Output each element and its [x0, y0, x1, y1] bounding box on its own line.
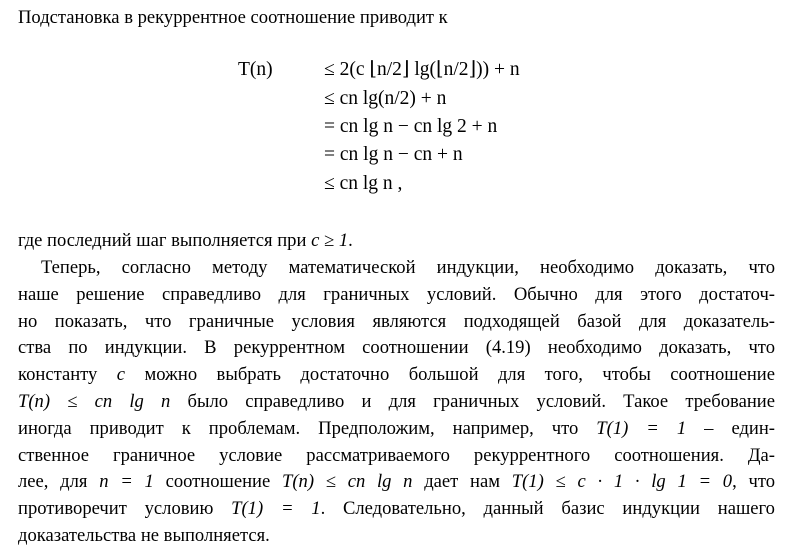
text-run: . Следовательно, данный базис индукции нашего — [320, 498, 775, 520]
paragraph-line — [41, 257, 775, 279]
paragraph-line — [18, 498, 775, 520]
text-run: лее, для — [18, 471, 100, 493]
text-run: Подстановка в рекуррентное соотношение приводит к — [18, 7, 448, 28]
math-inline: T(1) ≤ c · 1 · lg 1 = 0 — [511, 471, 733, 493]
text-run: Теперь, согласно методу математической индукции, необходимо доказать, что — [41, 257, 775, 278]
math-inline: T(1) = 1 — [231, 498, 321, 520]
paragraph-line — [18, 284, 775, 306]
math-inline: n = 1 — [99, 471, 154, 493]
equation-row: = cn lg n − cn + n — [324, 144, 463, 165]
text-run: противоречит условию — [18, 498, 232, 520]
text-run: доказательства не выполняется. — [18, 525, 270, 546]
math-inline: T(n) ≤ cn lg n — [18, 391, 171, 412]
equation-row: ≤ 2(c ⌊n/2⌋ lg(⌊n/2⌋)) + n — [324, 59, 520, 80]
text-run: , что — [732, 471, 775, 493]
paragraph-line — [18, 471, 775, 493]
text-run: дает нам — [412, 471, 512, 493]
text-run: константу — [18, 364, 117, 386]
equation-row: ≤ cn lg n , — [324, 173, 403, 194]
paragraph-line — [18, 445, 775, 467]
text-run: наше решение справедливо для граничных условий. Обычно для этого достаточ- — [18, 283, 775, 305]
text-run: – един- — [686, 417, 775, 439]
paragraph-line — [18, 391, 775, 413]
text-run: но показать, что граничные условия являются подходящей базой для доказатель- — [18, 310, 775, 332]
paragraph-line — [18, 337, 775, 359]
paragraph-line — [18, 364, 775, 386]
text-run: было справедливо и для граничных условий. Такое требование — [170, 391, 775, 412]
math-inline: T(n) ≤ cn lg n — [282, 471, 413, 493]
text-run: где последний шаг выполняется при — [18, 230, 312, 251]
paragraph-line — [18, 418, 775, 440]
paragraph-line — [18, 311, 775, 333]
text-run: соотношение — [153, 471, 282, 493]
equation-lhs: T(n) — [238, 59, 273, 80]
text-run: ственное граничное условие рассматриваемого рекуррентного соотношения. Да- — [18, 444, 775, 466]
math-inline: c — [116, 364, 126, 386]
text-run: ства по индукции. В рекуррентном соотношении (4.19) необходимо доказать, что — [18, 337, 775, 359]
equation-row: = cn lg n − cn lg 2 + n — [324, 116, 498, 137]
math-inline: c ≥ 1 — [311, 230, 349, 251]
math-inline: T(1) = 1 — [596, 417, 687, 439]
text-run: иногда приводит к проблемам. Предположим, например, что — [18, 417, 597, 439]
equation-row: ≤ cn lg(n/2) + n — [324, 88, 447, 109]
intro-line — [18, 7, 775, 29]
text-run: . — [348, 230, 353, 251]
conclusion-line — [18, 230, 775, 252]
text-run: можно выбрать достаточно большой для того, чтобы соотношение — [125, 364, 775, 386]
paragraph-line — [18, 525, 775, 547]
